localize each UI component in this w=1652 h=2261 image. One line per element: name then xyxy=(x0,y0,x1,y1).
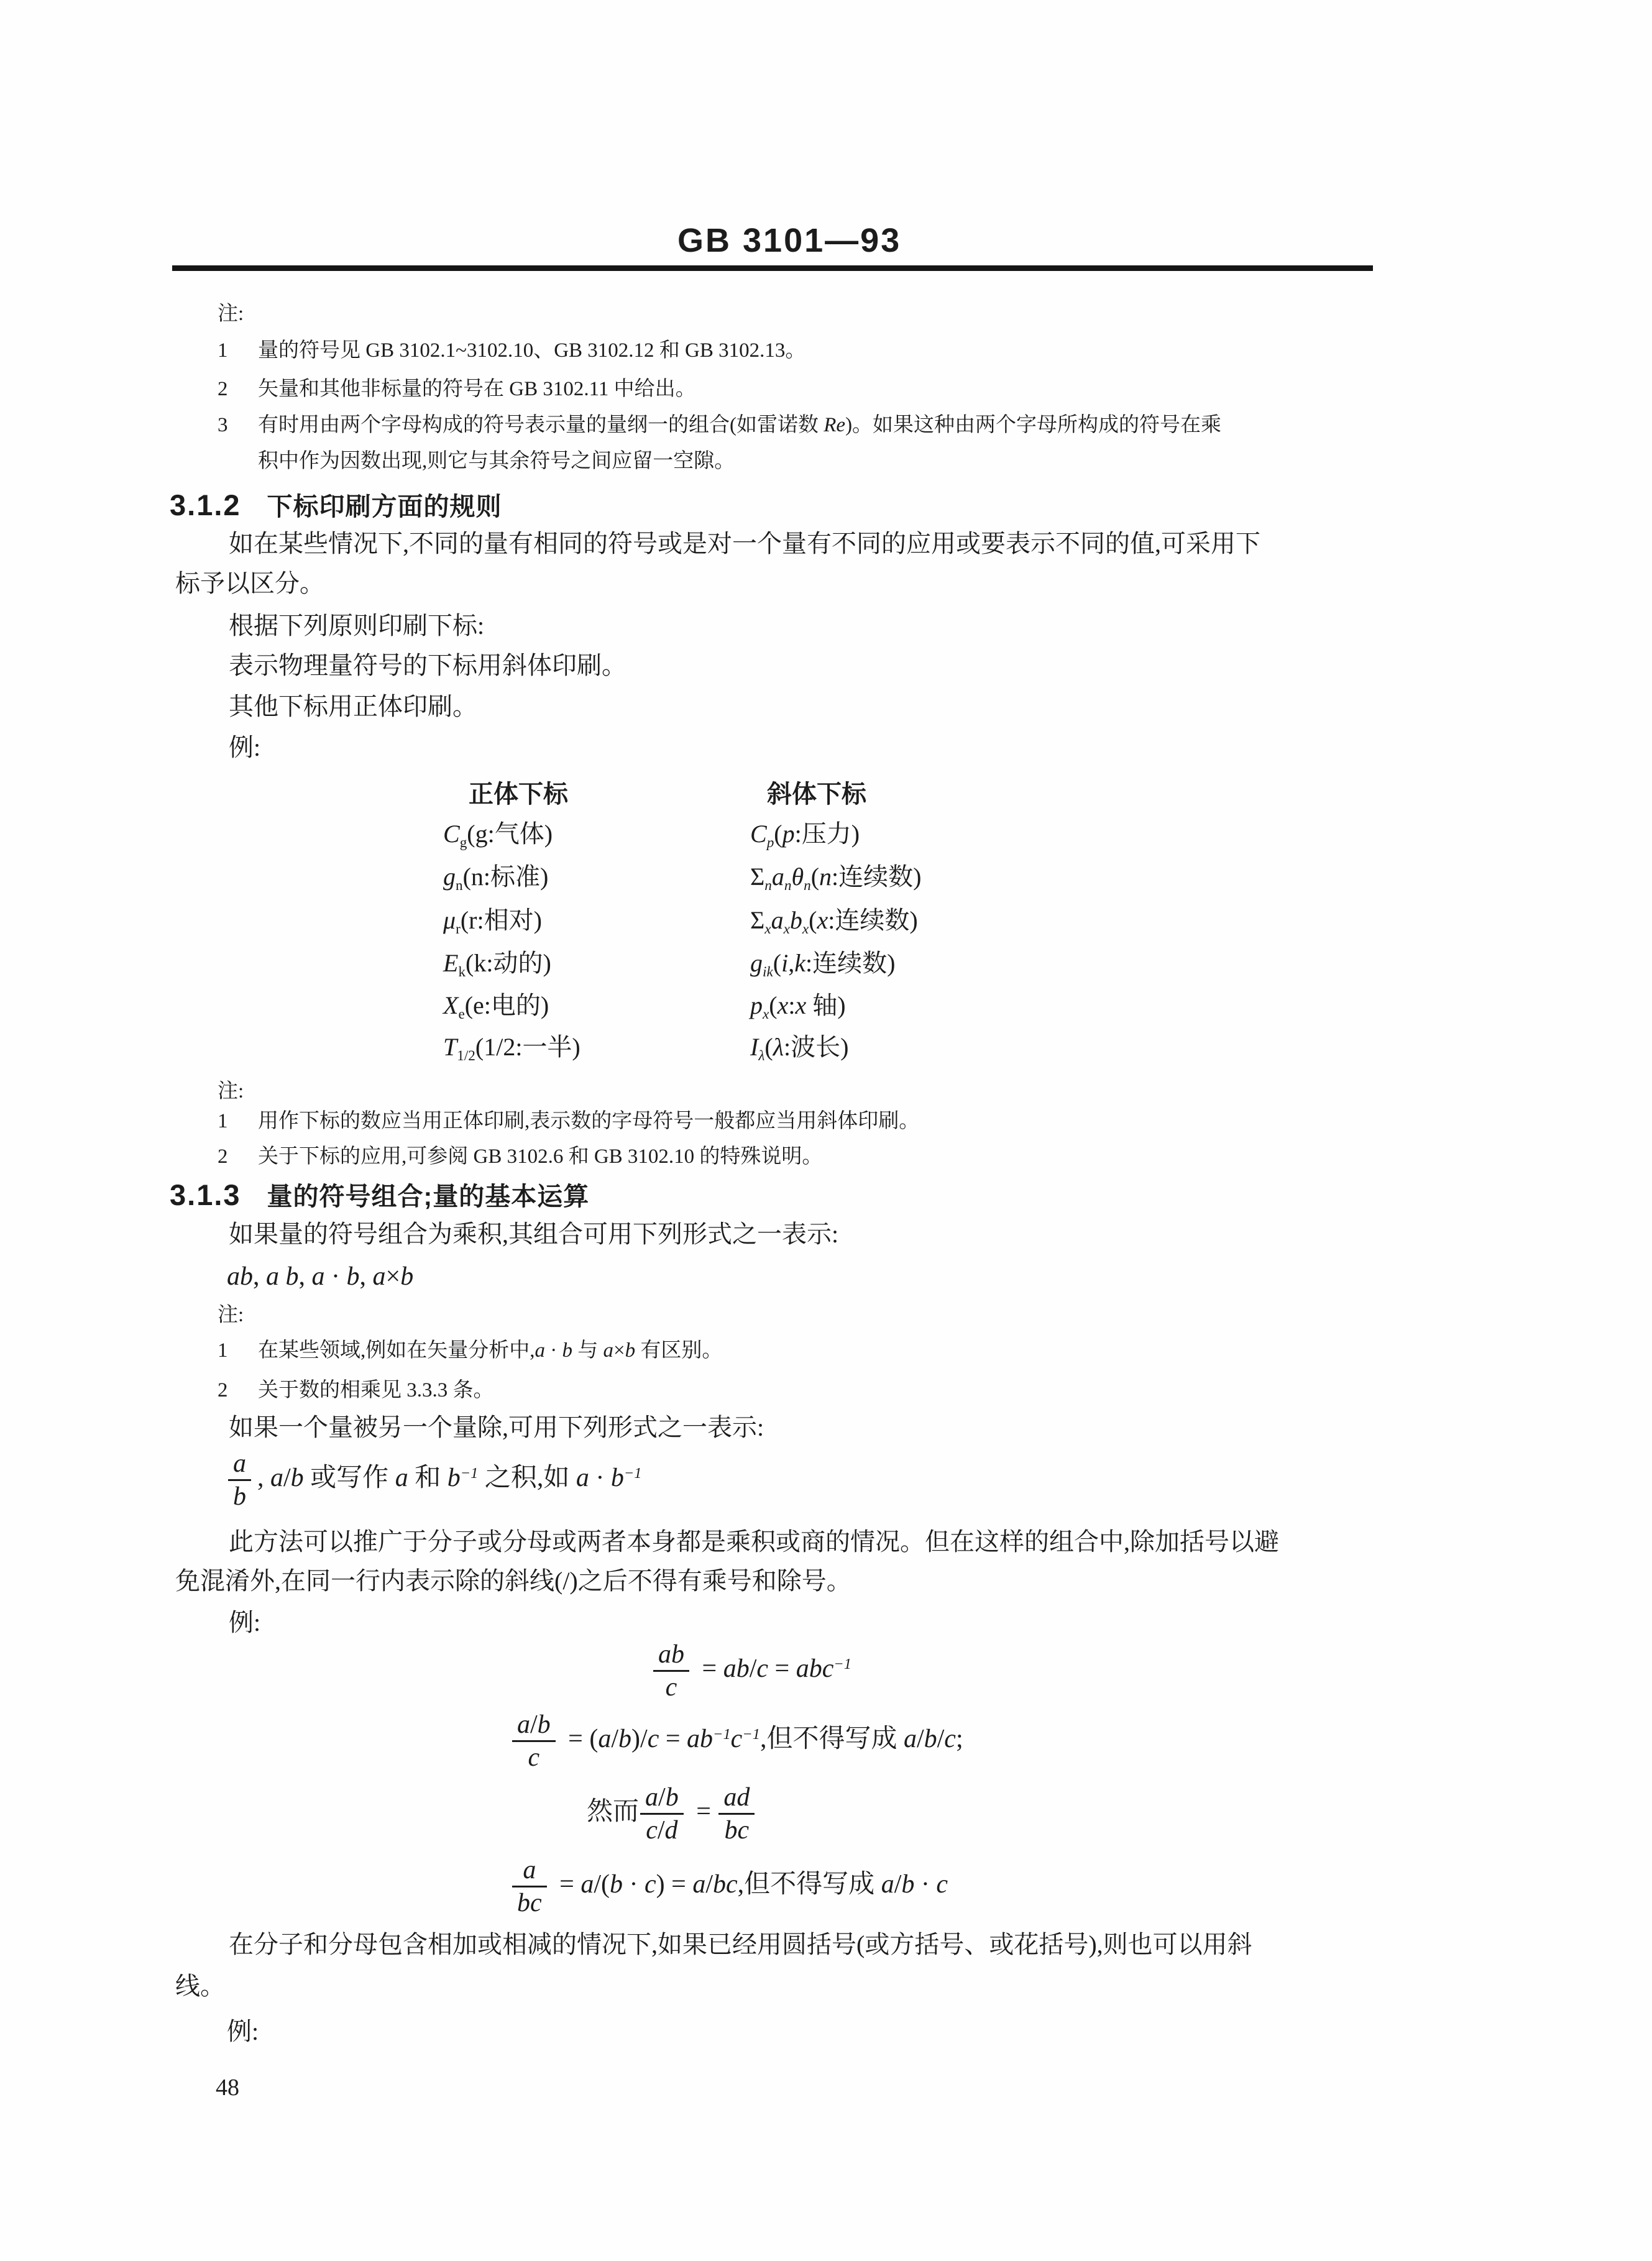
note-number: 1 xyxy=(218,1339,228,1362)
formula-ad-over-bc: 然而 $\frac{a/b}{c/d}$ = $\frac{ad}{bc}$ xyxy=(587,1784,761,1844)
paragraph-line: 如果一个量被另一个量除,可用下列形式之一表示: xyxy=(229,1413,764,1441)
table-cell: $I_\lambda(\lambda$:波长) xyxy=(750,1033,849,1065)
paragraph-line: 根据下列原则印刷下标: xyxy=(229,612,485,640)
table-cell: $\Sigma_na_n\theta_n(n$:连续数) xyxy=(750,863,922,894)
table-cell: $\mu_r(r$:相对) xyxy=(443,906,542,938)
paragraph-line: 线。 xyxy=(175,1972,225,2000)
section-3-1-2-heading xyxy=(170,488,502,522)
note-number: 1 xyxy=(218,1110,228,1132)
note-text: 关于下标的应用,可参阅 GB 3102.6 和 GB 3102.10 的特殊说明。 xyxy=(258,1145,823,1168)
note-text: 关于数的相乘见 3.3.3 条。 xyxy=(258,1379,494,1401)
table-cell: $T_{1/2}(1/2$:一半) xyxy=(443,1033,580,1065)
table-cell: $X_e(e$:电的) xyxy=(443,991,549,1023)
section-number: 3.1.3 xyxy=(170,1178,241,1211)
note-number: 2 xyxy=(218,1145,228,1168)
multiplication-forms: ab, a b, a · b, a×b xyxy=(227,1262,414,1291)
note-text: 用作下标的数应当用正体印刷,表示数的字母符号一般都应当用斜体印刷。 xyxy=(258,1110,920,1132)
note-number: 2 xyxy=(218,1379,228,1401)
table-cell: $C_g(g$:气体) xyxy=(443,820,553,851)
table-row xyxy=(0,1027,1652,1067)
paragraph-line: 在分子和分母包含相加或相减的情况下,如果已经用圆括号(或方括号、或花括号),则也可以用斜 xyxy=(229,1930,1252,1958)
formula-a-over-b-over-c: $\frac{a/b}{c}$ = $(a/b)/c = ab^{-1}c^{-1}$,但不得写成 a/b/c; xyxy=(511,1711,963,1771)
table-cell: $p_x(x:x$ 轴) xyxy=(750,991,846,1023)
table-cell: $\Sigma_xa_xb_x(x$:连续数) xyxy=(750,906,918,938)
table-row xyxy=(0,986,1652,1025)
note-number: 1 xyxy=(218,339,228,362)
notes2-label: 注: xyxy=(218,1080,244,1103)
notes1-label: 注: xyxy=(218,303,244,325)
section-title: 下标印刷方面的规则 xyxy=(267,492,502,521)
notes1-item-3-line-1 xyxy=(218,414,1221,438)
notes3-label: 注: xyxy=(218,1304,244,1326)
section-number: 3.1.2 xyxy=(170,488,241,521)
note-text: 有时用由两个字母构成的符号表示量的量纲一的组合(如雷诺数 Re)。如果这种由两个字母所构成的符号在乘 xyxy=(258,414,1222,436)
notes2-item-2 xyxy=(218,1145,822,1169)
table-cell: $g_{ik}(i,k$:连续数) xyxy=(750,949,896,981)
doc-code-title: GB 3101—93 xyxy=(677,222,902,259)
table-header-row xyxy=(0,774,1652,814)
table-row xyxy=(0,901,1652,940)
note-text: 量的符号见 GB 3102.1~3102.10、GB 3102.12 和 GB 3102.13。 xyxy=(258,339,806,362)
division-forms: $\frac{a}{b}$ , a/b 或写作 a 和 $b^{-1}$ 之积,如 $a \cdot b^{-1}$ xyxy=(227,1450,641,1510)
example-label: 例: xyxy=(229,1608,261,1636)
table-cell: $g_n(n$:标准) xyxy=(443,863,549,894)
table-row xyxy=(0,857,1652,897)
notes1-item-2 xyxy=(218,378,696,401)
section-3-1-3-heading xyxy=(170,1178,589,1212)
table-cell: $E_k(k$:动的) xyxy=(443,949,551,981)
table-cell: $C_p(p$:压力) xyxy=(750,820,860,851)
paragraph-line: 其他下标用正体印刷。 xyxy=(229,692,477,720)
table-row xyxy=(0,943,1652,983)
page-number: 48 xyxy=(216,2075,239,2101)
section-title: 量的符号组合;量的基本运算 xyxy=(267,1182,590,1211)
table-row xyxy=(0,814,1652,854)
paragraph-line: 如在某些情况下,不同的量有相同的符号或是对一个量有不同的应用或要表示不同的值,可采用下 xyxy=(229,530,1260,557)
example-label: 例: xyxy=(227,2017,259,2045)
notes3-item-2 xyxy=(218,1379,494,1403)
formula-abc: $\frac{ab}{c}$ = ab/c = abc$^{-1}$ xyxy=(652,1641,851,1701)
paragraph-line: 此方法可以推广于分子或分母或两者本身都是乘积或商的情况。但在这样的组合中,除加括号以避 xyxy=(229,1528,1279,1556)
note-number: 3 xyxy=(218,414,228,436)
notes2-item-1 xyxy=(218,1110,919,1134)
paragraph-line: 如果量的符号组合为乘积,其组合可用下列形式之一表示: xyxy=(229,1220,839,1248)
notes1-item-3-line-2: 积中作为因数出现,则它与其余符号之间应留一空隙。 xyxy=(258,450,735,472)
example-label: 例: xyxy=(229,733,261,761)
paragraph-line: 免混淆外,在同一行内表示除的斜线(/)之后不得有乘号和除号。 xyxy=(175,1567,851,1595)
note-text: 矢量和其他非标量的符号在 GB 3102.11 中给出。 xyxy=(258,378,696,400)
paragraph-line: 标予以区分。 xyxy=(175,569,324,597)
column-header-italic: 斜体下标 xyxy=(767,780,866,808)
notes1-item-1 xyxy=(218,339,805,363)
formula-a-over-bc: $\frac{a}{bc}$ = a/(b · c) = a/bc,但不得写成 a/b · c xyxy=(511,1856,948,1917)
column-header-upright: 正体下标 xyxy=(469,780,568,808)
header-rule xyxy=(172,265,1373,271)
note-number: 2 xyxy=(218,378,228,400)
paragraph-line: 表示物理量符号的下标用斜体印刷。 xyxy=(229,651,626,679)
note-text: 在某些领域,例如在矢量分析中,a · b 与 a×b 有区别。 xyxy=(258,1339,723,1362)
notes3-item-1 xyxy=(218,1339,722,1363)
